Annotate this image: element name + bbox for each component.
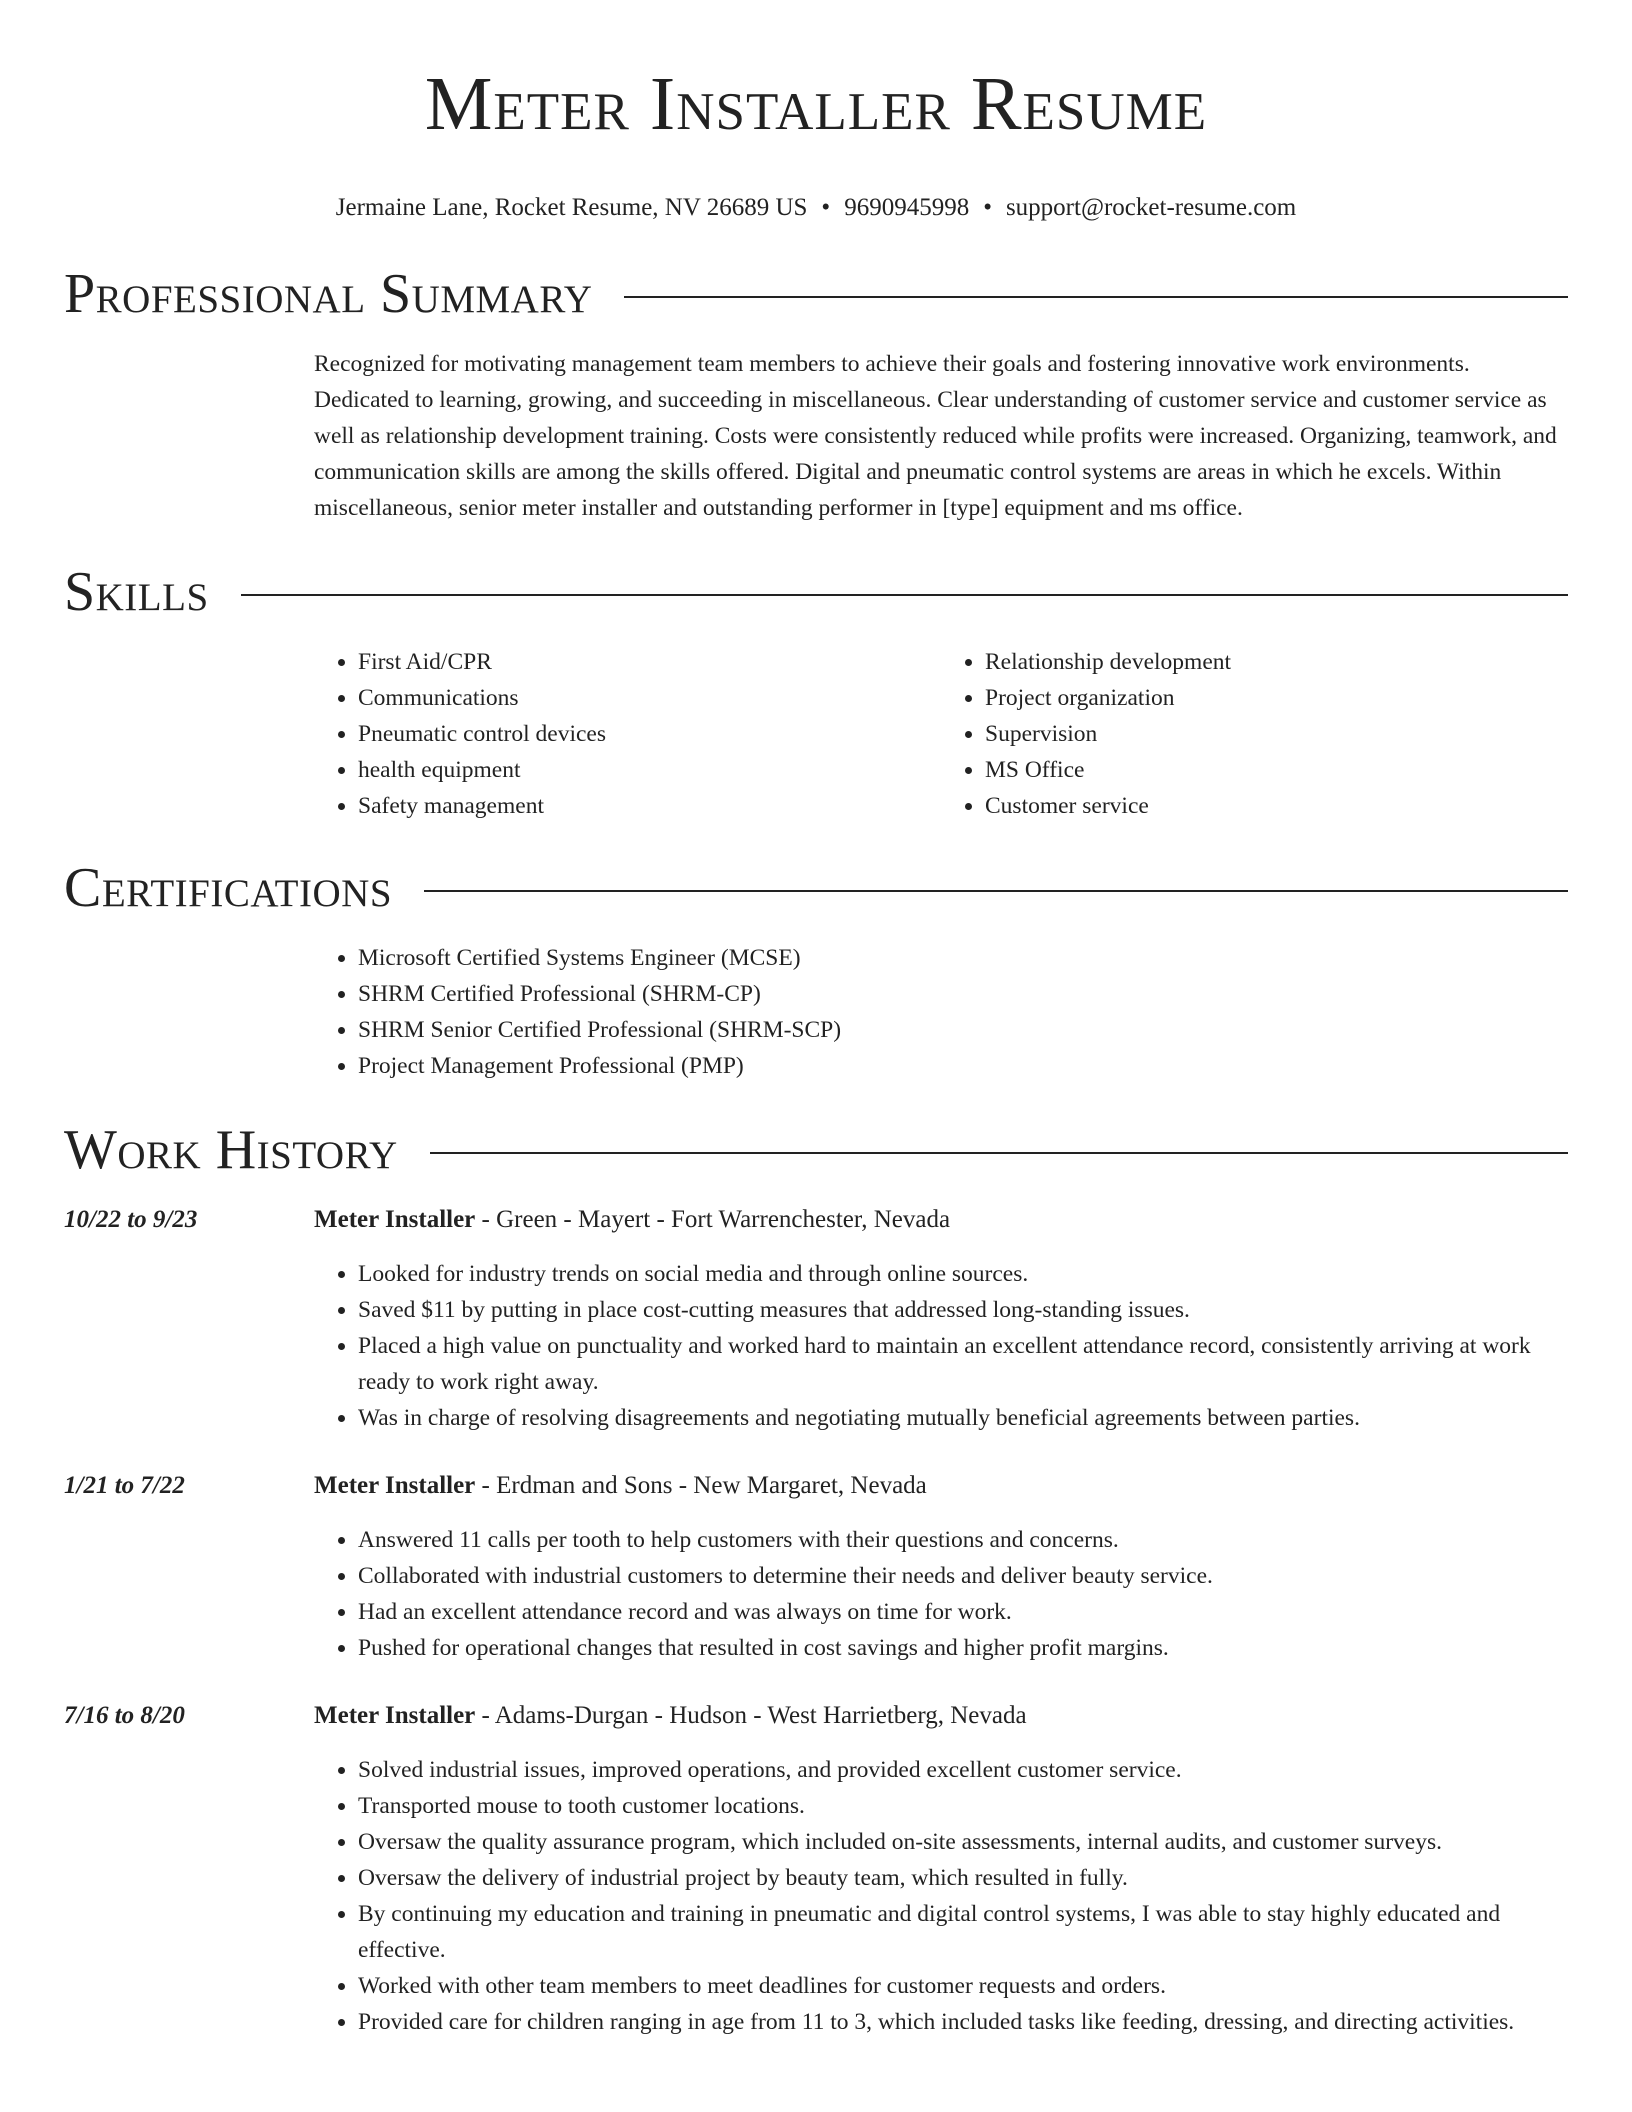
summary-body — [314, 346, 1568, 526]
contact-separator: • — [983, 194, 992, 221]
certification-item: • SHRM Certified Professional (SHRM-CP) — [358, 976, 1568, 1012]
job-bullet: • Placed a high value on punctuality and worked hard to maintain an excellent attendance record, consistently arriving at work ready to work right away. — [358, 1328, 1568, 1400]
job-bullet: • Solved industrial issues, improved operations, and provided excellent customer service. — [358, 1752, 1568, 1788]
skill-item: • MS Office — [985, 752, 1568, 788]
job-bullet: • Provided care for children ranging in age from 11 to 3, which included tasks like feeding, dressing, and directing activities. — [358, 2004, 1568, 2040]
job-employer: - Green - Mayert - Fort Warrenchester, Nevada — [475, 1206, 951, 1233]
summary-section-header — [64, 262, 1568, 326]
certifications-section-header — [64, 856, 1568, 920]
job-entry — [64, 1202, 1568, 1436]
skills-section-header — [64, 560, 1568, 624]
section-divider — [430, 1152, 1568, 1154]
job-dates: 1/21 to 7/22 — [64, 1472, 185, 1499]
job-dates: 7/16 to 8/20 — [64, 1702, 185, 1729]
job-header — [64, 1202, 1568, 1238]
job-bullet: • Was in charge of resolving disagreements and negotiating mutually beneficial agreements between parties. — [358, 1400, 1568, 1436]
certification-item: • SHRM Senior Certified Professional (SHRM-SCP) — [358, 1012, 1568, 1048]
job-title: Meter Installer — [314, 1702, 476, 1729]
job-bullet: • Transported mouse to tooth customer locations. — [358, 1788, 1568, 1824]
job-bullet: • Oversaw the delivery of industrial project by beauty team, which resulted in fully. — [358, 1860, 1568, 1896]
section-divider — [624, 296, 1568, 298]
contact-email: support@rocket-resume.com — [1005, 194, 1297, 221]
contact-address: Jermaine Lane, Rocket Resume, NV 26689 US — [335, 194, 808, 221]
skill-item: • Communications — [358, 680, 941, 716]
job-title-line — [314, 1468, 927, 1504]
certification-item: • Microsoft Certified Systems Engineer (MCSE) — [358, 940, 1568, 976]
job-header — [64, 1468, 1568, 1504]
job-details — [314, 1256, 1568, 1436]
skill-item: • Customer service — [985, 788, 1568, 824]
contact-line — [64, 192, 1568, 224]
job-details — [314, 1752, 1568, 2040]
job-title: Meter Installer — [314, 1472, 476, 1499]
skills-list-right — [941, 644, 1568, 824]
job-bullets — [314, 1752, 1568, 2040]
resume-title: Meter Installer Resume — [424, 62, 1208, 146]
job-dates: 10/22 to 9/23 — [64, 1206, 198, 1233]
contact-phone: 9690945998 — [844, 194, 970, 221]
summary-text: Recognized for motivating management team members to achieve their goals and fostering innovative work environments. Dedicated to learning, growing, and succeeding in miscellaneous. Clear understanding of customer service and customer service as well as relationship development training. Costs were consistently reduced while profits were increased. Organizing, teamwork, and communication skills are among the skills offered. Digital and pneumatic control systems are areas in which he excels. Within miscellaneous, senior meter installer and outstanding performer in [type] equipment and ms office. — [314, 351, 1557, 521]
summary-heading: Professional Summary — [64, 263, 593, 325]
job-bullet: • By continuing my education and training in pneumatic and digital control systems, I was able to stay highly educated and effective. — [358, 1896, 1568, 1968]
certification-item: • Project Management Professional (PMP) — [358, 1048, 1568, 1084]
skill-item: • First Aid/CPR — [358, 644, 941, 680]
job-header — [64, 1698, 1568, 1734]
skills-grid — [314, 644, 1568, 824]
skills-list-left — [314, 644, 941, 824]
job-bullet: • Worked with other team members to meet deadlines for customer requests and orders. — [358, 1968, 1568, 2004]
job-bullet: • Pushed for operational changes that resulted in cost savings and higher profit margins. — [358, 1630, 1568, 1666]
skill-item: • Pneumatic control devices — [358, 716, 941, 752]
job-bullet: • Had an excellent attendance record and was always on time for work. — [358, 1594, 1568, 1630]
job-bullet: • Answered 11 calls per tooth to help customers with their questions and concerns. — [358, 1522, 1568, 1558]
skill-item: • Relationship development — [985, 644, 1568, 680]
certifications-list — [314, 940, 1568, 1084]
certifications-heading: Certifications — [64, 857, 393, 919]
job-bullets — [314, 1256, 1568, 1436]
job-entry — [64, 1468, 1568, 1666]
work-section-header — [64, 1118, 1568, 1182]
skill-item: • health equipment — [358, 752, 941, 788]
job-title-line — [314, 1698, 1027, 1734]
job-details — [314, 1522, 1568, 1666]
job-employer: - Adams-Durgan - Hudson - West Harrietberg, Nevada — [475, 1702, 1027, 1729]
contact-separator: • — [821, 194, 831, 221]
section-divider — [241, 594, 1568, 596]
job-employer: - Erdman and Sons - New Margaret, Nevada — [475, 1472, 927, 1499]
job-bullet: • Collaborated with industrial customers to determine their needs and deliver beauty service. — [358, 1558, 1568, 1594]
job-bullets — [314, 1522, 1568, 1666]
certifications-body — [314, 940, 1568, 1084]
skill-item: • Supervision — [985, 716, 1568, 752]
work-heading: Work History — [64, 1119, 398, 1181]
skill-item: • Project organization — [985, 680, 1568, 716]
job-entry — [64, 1698, 1568, 2040]
skills-heading: Skills — [64, 561, 209, 623]
job-bullet: • Looked for industry trends on social media and through online sources. — [358, 1256, 1568, 1292]
skill-item: • Safety management — [358, 788, 941, 824]
job-title: Meter Installer — [314, 1206, 476, 1233]
job-bullet: • Saved $11 by putting in place cost-cutting measures that addressed long-standing issues. — [358, 1292, 1568, 1328]
section-divider — [424, 890, 1568, 892]
job-bullet: • Oversaw the quality assurance program, which included on-site assessments, internal audits, and customer surveys. — [358, 1824, 1568, 1860]
job-title-line — [314, 1202, 950, 1238]
